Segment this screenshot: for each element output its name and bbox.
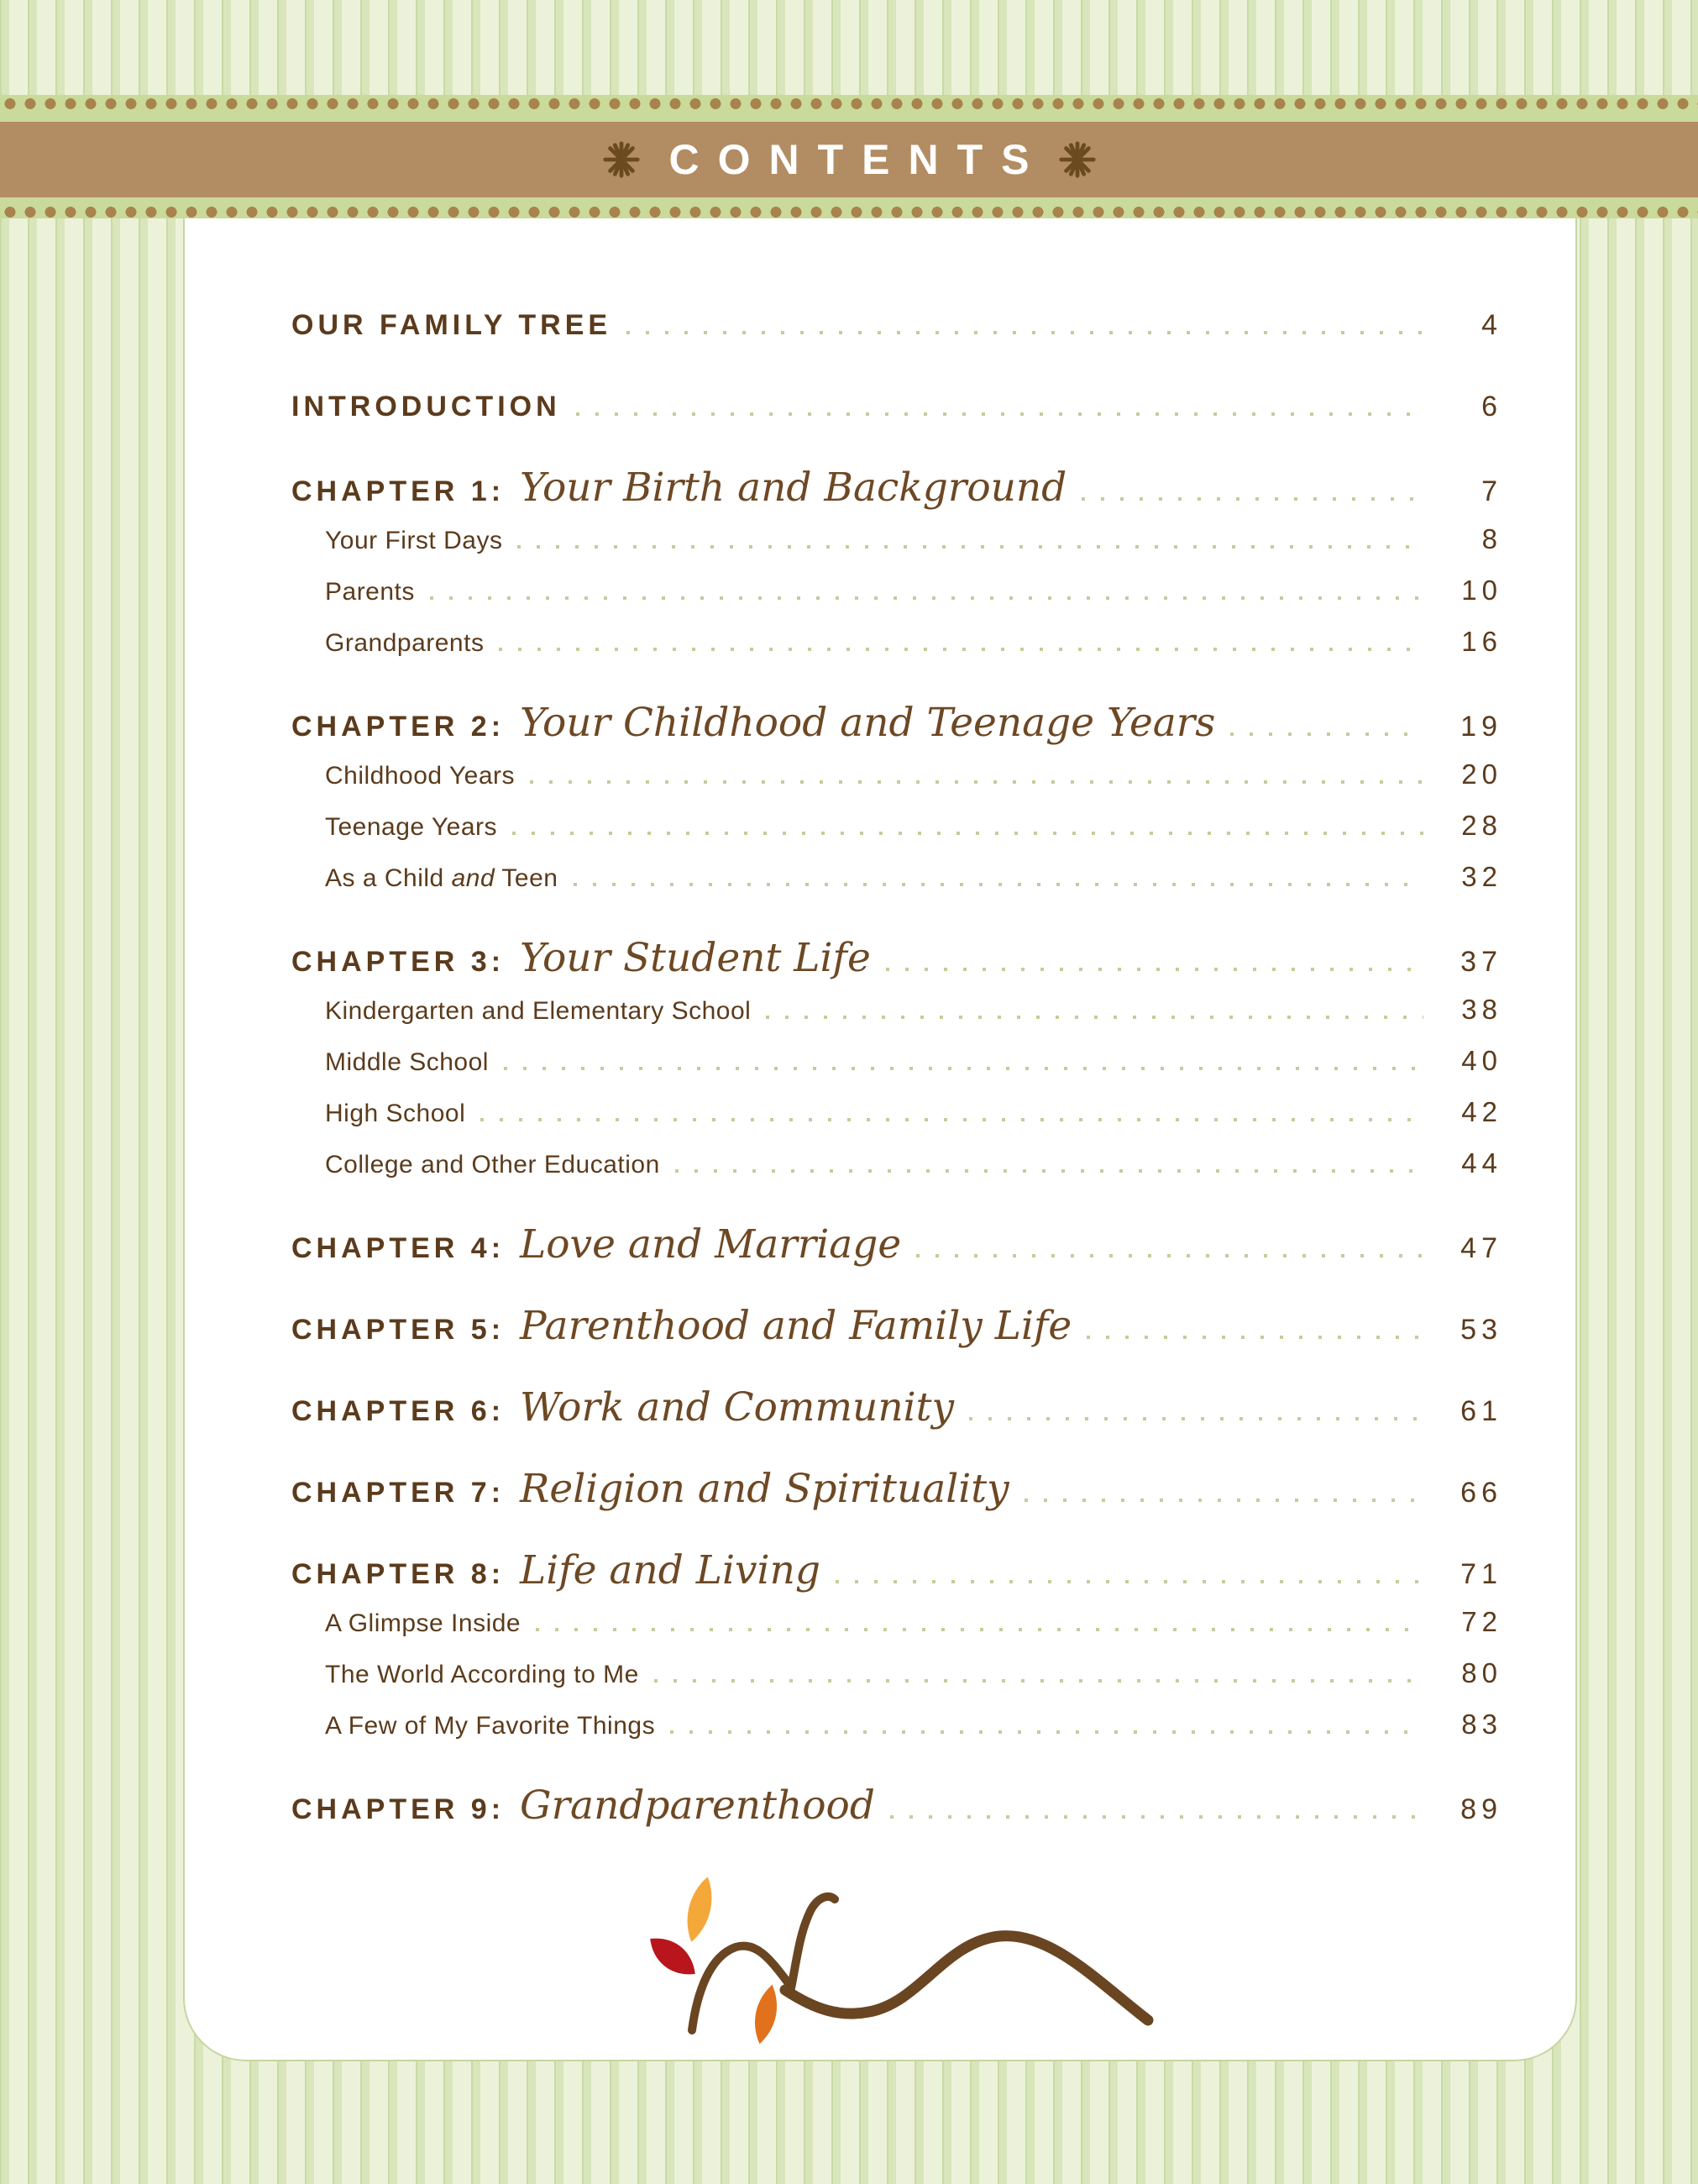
page-number: 44	[1461, 1147, 1502, 1179]
toc-list	[291, 300, 1502, 1831]
toc-subentry	[291, 625, 1502, 662]
page-number: 42	[1461, 1096, 1502, 1127]
chapter-script-title: Your Childhood and Teenage Years	[520, 700, 1216, 746]
toc-subentry-label: High School	[325, 1100, 466, 1127]
toc-subentry-label: Your First Days	[325, 527, 503, 554]
toc-entry-label: CHAPTER 7:	[291, 1477, 506, 1509]
leader-dots	[766, 1016, 1423, 1019]
toc-subentry	[291, 1147, 1502, 1184]
page-number: 40	[1461, 1045, 1502, 1076]
toc-entry	[291, 1383, 1502, 1433]
leader-dots	[1082, 497, 1423, 501]
toc-subentry-label: As a Child and Teen	[325, 864, 558, 892]
chapter-script-title: Life and Living	[520, 1547, 820, 1593]
chapter-script-title: Your Birth and Background	[520, 465, 1067, 511]
leader-dots	[969, 1417, 1423, 1420]
toc-entry-label: CHAPTER 2:	[291, 711, 506, 743]
page-number: 20	[1461, 759, 1502, 790]
page-number: 38	[1461, 994, 1502, 1025]
leader-dots	[504, 1067, 1423, 1070]
leader-dots	[1230, 732, 1423, 736]
dotted-border-top	[0, 98, 1698, 109]
leader-dots	[480, 1118, 1423, 1121]
toc-subentry	[291, 1044, 1502, 1081]
toc-subentry	[291, 1095, 1502, 1132]
page-number: 80	[1461, 1657, 1502, 1688]
contents-title: CONTENTS	[668, 136, 1048, 183]
page-number: 19	[1460, 711, 1502, 743]
toc-entry	[291, 381, 1502, 432]
chapter-script-title: Religion and Spirituality	[520, 1466, 1009, 1512]
toc-card	[183, 218, 1577, 2061]
page-number: 6	[1481, 391, 1502, 423]
branch-leaves-logo	[626, 1862, 1163, 2047]
toc-entry-label: CHAPTER 5:	[291, 1314, 506, 1346]
contents-banner	[0, 122, 1698, 197]
chapter-script-title: Love and Marriage	[520, 1221, 902, 1268]
chapter-script-title: Parenthood and Family Life	[520, 1303, 1072, 1349]
leader-dots	[836, 1580, 1423, 1583]
leaf-orange	[750, 1982, 782, 2045]
leader-dots	[499, 648, 1423, 651]
toc-entry-label: CHAPTER 8:	[291, 1558, 506, 1590]
toc-subentry-label: Kindergarten and Elementary School	[325, 997, 752, 1025]
page-number: 16	[1461, 626, 1502, 657]
toc-entry-label: OUR FAMILY TREE	[291, 309, 612, 341]
toc-entry-label: INTRODUCTION	[291, 391, 561, 423]
leaf-yellow	[681, 1874, 718, 1945]
toc-subentry	[291, 758, 1502, 795]
leader-dots	[675, 1169, 1423, 1173]
page-number: 10	[1461, 575, 1502, 606]
toc-subentry-label: Teenage Years	[325, 813, 498, 841]
page-number: 66	[1460, 1477, 1502, 1509]
toc-entry-label: CHAPTER 4:	[291, 1232, 506, 1264]
page-number: 71	[1460, 1558, 1502, 1590]
toc-entry-label: CHAPTER 1:	[291, 475, 506, 507]
leader-dots	[916, 1254, 1423, 1257]
toc-subentry	[291, 809, 1502, 846]
toc-subentry-label: Grandparents	[325, 629, 485, 657]
leader-dots	[530, 780, 1423, 784]
page-number: 53	[1460, 1314, 1502, 1346]
toc-entry-label: CHAPTER 3:	[291, 946, 506, 978]
leader-dots	[576, 412, 1423, 416]
leader-dots	[517, 545, 1423, 549]
toc-entry	[291, 300, 1502, 350]
leader-dots	[512, 832, 1423, 835]
toc-subentry	[291, 993, 1502, 1030]
page-number: 72	[1461, 1606, 1502, 1637]
page-number: 4	[1481, 309, 1502, 341]
toc-entry	[291, 1464, 1502, 1515]
toc-entry-label: CHAPTER 9:	[291, 1793, 506, 1825]
leader-dots	[890, 1815, 1423, 1819]
page-number: 32	[1461, 861, 1502, 892]
leader-dots	[536, 1628, 1423, 1631]
toc-entry	[291, 1220, 1502, 1270]
toc-subentry-label: College and Other Education	[325, 1151, 660, 1179]
toc-subentry	[291, 522, 1502, 559]
leader-dots	[1087, 1336, 1423, 1339]
chapter-script-title: Grandparenthood	[520, 1782, 875, 1829]
leader-dots	[670, 1730, 1423, 1734]
toc-subentry	[291, 1656, 1502, 1693]
toc-subentry-label: Parents	[325, 578, 415, 606]
page-number: 83	[1461, 1709, 1502, 1740]
leader-dots	[654, 1679, 1423, 1683]
leader-dots	[1025, 1499, 1423, 1502]
page-number: 47	[1460, 1232, 1502, 1264]
toc-entry	[291, 698, 1502, 748]
toc-entry-label: CHAPTER 6:	[291, 1395, 506, 1427]
toc-subentry-label: Middle School	[325, 1048, 489, 1076]
page-number: 89	[1460, 1793, 1502, 1825]
chapter-script-title: Work and Community	[520, 1384, 955, 1431]
toc-entry	[291, 1781, 1502, 1831]
flower-asterisk-icon	[1058, 140, 1097, 179]
toc-subentry-label: A Few of My Favorite Things	[325, 1712, 656, 1740]
leader-dots	[886, 968, 1423, 971]
page-number: 28	[1461, 810, 1502, 841]
flower-asterisk-icon	[602, 140, 641, 179]
leader-dots	[430, 596, 1423, 600]
toc-entry	[291, 1546, 1502, 1596]
toc-subentry-label: A Glimpse Inside	[325, 1609, 521, 1637]
page-number: 37	[1460, 946, 1502, 978]
leader-dots	[626, 331, 1423, 334]
toc-entry	[291, 933, 1502, 984]
branch-wave	[785, 1936, 1148, 2020]
leader-dots	[574, 883, 1424, 886]
page-number: 7	[1481, 475, 1502, 507]
branch-arch	[692, 1946, 791, 2030]
page-number: 8	[1481, 523, 1502, 554]
toc-subentry	[291, 574, 1502, 611]
toc-subentry	[291, 1605, 1502, 1642]
toc-subentry-label: The World According to Me	[325, 1661, 639, 1688]
toc-subentry	[291, 860, 1502, 897]
toc-subentry-label: Childhood Years	[325, 762, 516, 790]
branch-curl	[791, 1897, 835, 1988]
toc-entry	[291, 463, 1502, 513]
toc-subentry	[291, 1708, 1502, 1745]
dotted-border-bottom	[0, 207, 1698, 218]
chapter-script-title: Your Student Life	[520, 935, 871, 981]
toc-entry	[291, 1301, 1502, 1352]
page-number: 61	[1460, 1395, 1502, 1427]
